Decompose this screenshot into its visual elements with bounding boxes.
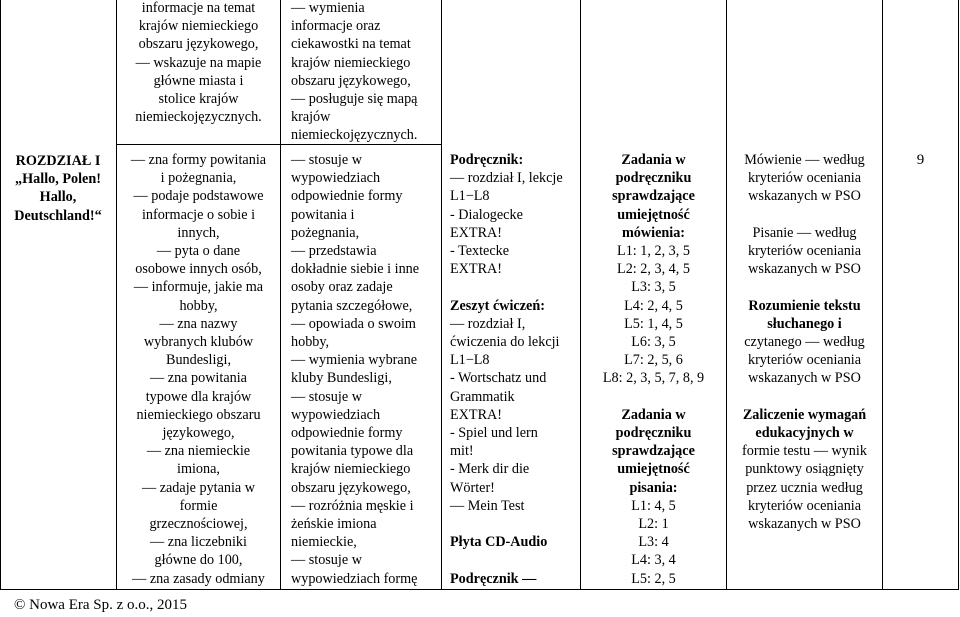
text-line: wskazanych w PSO bbox=[748, 188, 861, 205]
text-line: krajów niemieckiego bbox=[138, 18, 259, 35]
text-line: Deutschland!“ bbox=[14, 207, 102, 224]
text-line: umiejętność bbox=[617, 206, 690, 223]
text-line: obszaru językowego, bbox=[138, 36, 259, 53]
text-line: niemieckiego obszaru bbox=[136, 406, 261, 423]
text-line: — zna niemieckie bbox=[146, 443, 251, 460]
text-line: pożegnania, bbox=[291, 224, 360, 241]
text-line: wskazanych w PSO bbox=[748, 516, 861, 533]
text-line: osobowe innych osób, bbox=[135, 261, 262, 278]
text-line: EXTRA! bbox=[450, 224, 503, 241]
text-line: — posługuje się mapą bbox=[291, 91, 418, 108]
text-line: formie testu — wynik bbox=[742, 443, 867, 460]
text-line: — podaje podstawowe bbox=[133, 188, 264, 205]
text-line: — przedstawia bbox=[291, 243, 377, 260]
text-line: Pisanie — według bbox=[752, 224, 857, 241]
assessment-criteria bbox=[727, 151, 882, 533]
column-divider bbox=[441, 0, 442, 590]
text-line: Zaliczenie wymagań bbox=[742, 406, 867, 423]
chapter-title bbox=[0, 152, 116, 225]
text-line: — stosuje w bbox=[291, 152, 362, 168]
text-line: kryteriów oceniania bbox=[747, 352, 862, 369]
text-line: — wymienia wybrane bbox=[291, 352, 418, 369]
text-line: stolice krajów bbox=[158, 91, 239, 108]
text-line: — zna nazwy bbox=[159, 315, 238, 332]
text-line: EXTRA! bbox=[450, 261, 503, 278]
text-line: informacje o sobie i bbox=[141, 206, 256, 223]
text-line: umiejętność bbox=[617, 461, 690, 478]
text-line: słuchanego i bbox=[767, 315, 842, 332]
text-line: hobby, bbox=[291, 334, 330, 351]
text-line: — wymienia bbox=[291, 0, 365, 16]
skills-extended-top bbox=[291, 0, 441, 145]
text-line: — pyta o dane bbox=[156, 243, 241, 260]
skills-extended-bottom bbox=[291, 151, 441, 588]
text-line: — opowiada o swoim bbox=[291, 315, 416, 332]
text-line: wskazanych w PSO bbox=[748, 370, 861, 387]
text-line: osoby oraz zadaje bbox=[291, 279, 393, 296]
text-line bbox=[450, 278, 580, 296]
text-line: — zna powitania bbox=[150, 370, 247, 387]
text-line: Zadania w bbox=[621, 406, 686, 423]
text-line: EXTRA! bbox=[450, 406, 503, 423]
text-line: wypowiedziach formę bbox=[291, 570, 418, 587]
text-line: L2: 2, 3, 4, 5 bbox=[617, 261, 690, 278]
text-line: Rozumienie tekstu bbox=[748, 297, 861, 314]
skills-basic-top bbox=[117, 0, 280, 126]
text-line: Zadania w bbox=[621, 152, 686, 168]
text-line: — zna formy powitania bbox=[130, 152, 267, 168]
text-line: powitania i bbox=[291, 206, 355, 223]
text-line: - Merk dir die bbox=[450, 461, 530, 478]
text-line: L1−L8 bbox=[450, 188, 490, 205]
text-line: mit! bbox=[450, 443, 474, 460]
column-divider bbox=[882, 0, 883, 590]
text-line: dokładnie siebie i inne bbox=[291, 261, 420, 278]
text-line: L4: 3, 4 bbox=[631, 552, 676, 569]
text-line: Podręcznik — bbox=[450, 570, 537, 587]
footer-copyright: © Nowa Era Sp. z o.o., 2015 bbox=[14, 597, 188, 613]
text-line: grzecznościowej, bbox=[149, 516, 248, 533]
text-line: Podręcznik: bbox=[450, 152, 524, 168]
text-line: L5: 1, 4, 5 bbox=[624, 315, 683, 332]
text-line: punktowy osiągnięty bbox=[745, 461, 864, 478]
text-line: kryteriów oceniania bbox=[747, 243, 862, 260]
text-line: — informuje, jakie ma bbox=[133, 279, 264, 296]
text-line: główne do 100, bbox=[154, 552, 243, 569]
text-line: edukacyjnych w bbox=[755, 425, 854, 442]
text-line: pisania: bbox=[629, 479, 678, 496]
text-line: krajów niemieckiego bbox=[291, 54, 411, 71]
text-line bbox=[727, 278, 882, 296]
text-line: wybranych klubów bbox=[143, 334, 254, 351]
text-line: — zna zasady odmiany bbox=[132, 570, 265, 587]
text-line: informacje oraz bbox=[291, 18, 381, 35]
text-line: — rozdział I, bbox=[450, 315, 526, 332]
text-line: „Hallo, Polen! bbox=[15, 171, 101, 188]
text-line: L5: 2, 5 bbox=[631, 570, 676, 587]
text-line: żeńskie imiona bbox=[291, 516, 377, 533]
table-border-bottom bbox=[0, 589, 959, 590]
text-line: powitania typowe dla bbox=[291, 443, 414, 460]
text-line: niemieckie, bbox=[291, 534, 357, 551]
text-line: krajów niemieckiego bbox=[291, 461, 411, 478]
text-line: — zadaje pytania w bbox=[141, 479, 256, 496]
text-line: obszaru językowego, bbox=[291, 479, 411, 496]
text-line: — stosuje w bbox=[291, 552, 362, 569]
hours-number bbox=[883, 151, 958, 169]
tasks-list bbox=[581, 151, 726, 588]
text-line: innych, bbox=[177, 224, 220, 241]
text-line: — zna liczebniki bbox=[150, 534, 247, 551]
text-line: — rozdział I, lekcje bbox=[450, 170, 563, 187]
text-line: L4: 2, 4, 5 bbox=[624, 297, 683, 314]
text-line bbox=[450, 515, 580, 533]
text-line: Hallo, bbox=[39, 189, 77, 206]
text-line: — stosuje w bbox=[291, 388, 362, 405]
text-line: formie bbox=[179, 497, 218, 514]
text-line: mówienia: bbox=[621, 224, 686, 241]
text-line: L1−L8 bbox=[450, 352, 490, 369]
text-line: ROZDZIAŁ I bbox=[15, 153, 101, 169]
text-line bbox=[727, 206, 882, 224]
text-line: L3: 3, 5 bbox=[631, 279, 676, 296]
text-line: główne miasta i bbox=[153, 72, 244, 89]
text-line: - Wortschatz und bbox=[450, 370, 547, 387]
text-line: informacje na temat bbox=[141, 0, 256, 16]
table-border-left bbox=[0, 0, 1, 590]
text-line bbox=[581, 388, 726, 406]
text-line: odpowiednie formy bbox=[291, 425, 403, 442]
text-line: przez ucznia według bbox=[746, 479, 863, 496]
text-line: — wskazuje na mapie bbox=[135, 54, 262, 71]
text-line: i pożegnania, bbox=[160, 170, 237, 187]
table-border-right bbox=[958, 0, 959, 590]
text-line: językowego, bbox=[162, 425, 235, 442]
text-line: Bundesligi, bbox=[165, 352, 232, 369]
text-line: - Spiel und lern bbox=[450, 425, 538, 442]
text-line bbox=[727, 388, 882, 406]
text-line: imiona, bbox=[177, 461, 220, 478]
text-line: podręczniku bbox=[615, 425, 692, 442]
text-line: Grammatik bbox=[450, 388, 515, 405]
hours-value: 9 bbox=[916, 152, 925, 168]
text-line: typowe dla krajów bbox=[145, 388, 252, 405]
text-line: L1: 4, 5 bbox=[631, 497, 676, 514]
text-line: L8: 2, 3, 5, 7, 8, 9 bbox=[602, 370, 705, 387]
text-line: pytania szczegółowe, bbox=[291, 297, 413, 314]
text-line: czytanego — według bbox=[744, 334, 865, 351]
text-line: ciekawostki na temat bbox=[291, 36, 411, 53]
text-line: L1: 1, 2, 3, 5 bbox=[617, 243, 690, 260]
column-divider bbox=[280, 0, 281, 590]
text-line: sprawdzające bbox=[612, 443, 695, 460]
text-line: kryteriów oceniania bbox=[747, 170, 862, 187]
text-line: sprawdzające bbox=[612, 188, 695, 205]
text-line: Mówienie — według bbox=[744, 152, 865, 168]
text-line: niemieckojęzycznych. bbox=[135, 109, 262, 126]
text-line: L2: 1 bbox=[638, 516, 669, 533]
text-line: - Dialogecke bbox=[450, 206, 523, 223]
skills-basic-bottom bbox=[117, 151, 280, 588]
text-line: Zeszyt ćwiczeń: bbox=[450, 297, 545, 314]
text-line: kluby Bundesligi, bbox=[291, 370, 392, 387]
text-line: L6: 3, 5 bbox=[631, 334, 676, 351]
text-line: — Mein Test bbox=[450, 497, 525, 514]
text-line: L7: 2, 5, 6 bbox=[624, 352, 683, 369]
text-line bbox=[450, 551, 580, 569]
text-line: wypowiedziach bbox=[291, 406, 381, 423]
text-line: podręczniku bbox=[615, 170, 692, 187]
text-line: — rozróżnia męskie i bbox=[291, 497, 414, 514]
text-line: wypowiedziach bbox=[291, 170, 381, 187]
text-line: hobby, bbox=[179, 297, 218, 314]
text-line: Wörter! bbox=[450, 479, 495, 496]
text-line: ćwiczenia do lekcji bbox=[450, 334, 560, 351]
materials-list bbox=[450, 151, 580, 588]
text-line: - Textecke bbox=[450, 243, 510, 260]
text-line: wskazanych w PSO bbox=[748, 261, 861, 278]
text-line: odpowiednie formy bbox=[291, 188, 403, 205]
text-line: kryteriów oceniania bbox=[747, 497, 862, 514]
text-line: Płyta CD-Audio bbox=[450, 534, 548, 551]
text-line: niemieckojęzycznych. bbox=[291, 127, 418, 144]
text-line: L3: 4 bbox=[638, 534, 669, 551]
text-line: obszaru językowego, bbox=[291, 72, 411, 89]
text-line: krajów bbox=[291, 109, 331, 126]
